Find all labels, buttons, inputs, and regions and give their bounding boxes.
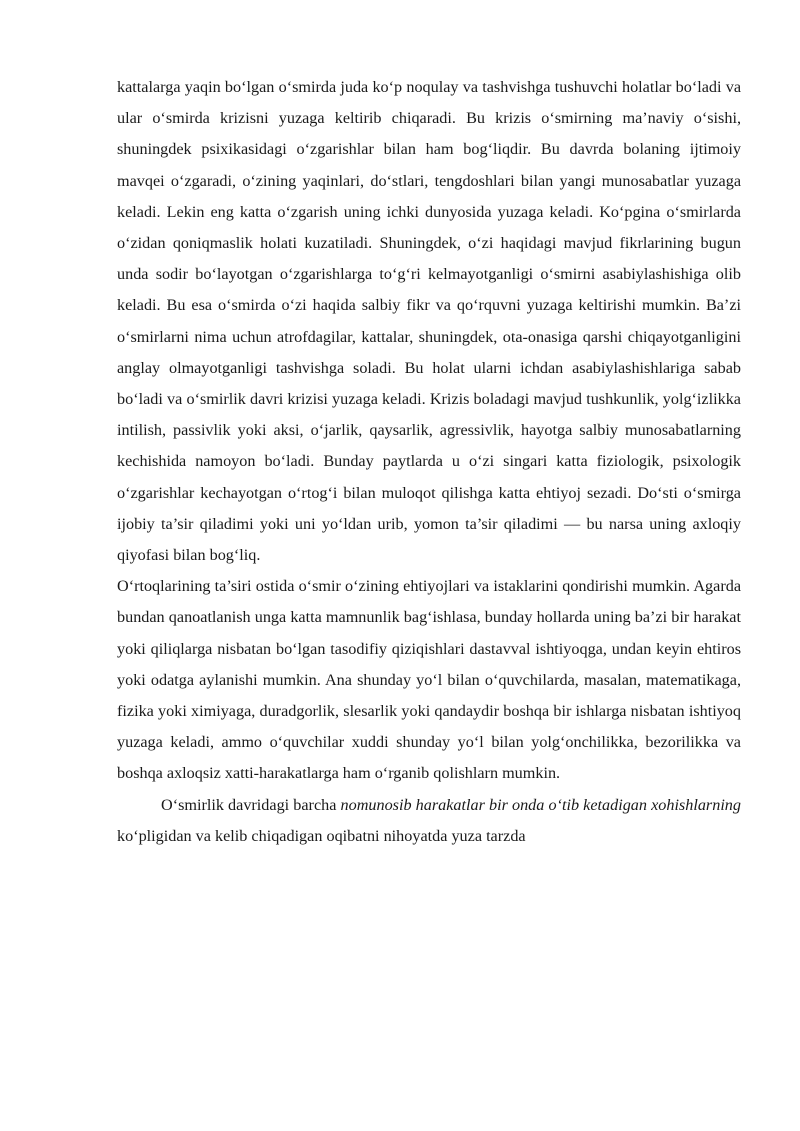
paragraph-1: kattalarga yaqin bo‘lgan o‘smirda juda ko‘p noqulay va tashvishga tushuvchi holatlar bo‘ladi va ular o‘smirda krizisni yuzaga keltirib chiqaradi. Bu krizis o‘smirning ma’naviy o‘sishi, shuningdek psixikasidagi o‘zgarishlar bilan ham bog‘liqdir. Bu davrda bolaning ijtimoiy mavqei o‘zgaradi, o‘zining yaqinlari, do‘stlari, tengdoshlari bilan yangi munosabatlar yuzaga keladi. Lekin eng katta o‘zgarish uning ichki dunyosida yuzaga keladi. Ko‘pgina o‘smirlarda o‘zidan qoniqmaslik holati kuzatiladi. Shuningdek, o‘zi haqidagi mavjud fikrlarining bugun unda sodir bo‘layotgan o‘zgarishlarga to‘g‘ri kelmayotganligi o‘smirni asabiylashishiga olib keladi. Bu esa o‘smirda o‘zi haqida salbiy fikr va qo‘rquvni yuzaga keltirishi mumkin. Ba’zi o‘smirlarni nima uchun atrofdagilar, kattalar, shuningdek, ota-onasiga qarshi chiqayotganligini anglay olmayotganligi tashvishga soladi. Bu holat ularni ichdan asabiylashishlariga sabab bo‘ladi va o‘smirlik davri krizisi yuzaga keladi. Krizis boladagi mavjud tushkunlik, yolg‘izlikka intilish, passivlik yoki aksi, o‘jarlik, qaysarlik, agressivlik, hayotga salbiy munosabatlarning kechishida namoyon bo‘ladi. Bunday paytlarda u o‘zi singari katta fiziologik, psixologik o‘zgarishlar kechayotgan o‘rtog‘i bilan muloqot qilishga katta ehtiyoj sezadi. Do‘sti o‘smirga ijobiy ta’sir qiladimi yoki uni yo‘ldan urib, yomon ta’sir qiladimi — bu narsa uning axloqiy qiyofasi bilan bog‘liq. bbox=[117, 78, 741, 565]
paragraph-3-italic: nomunosib harakatlar bir onda o‘tib ketadigan xohishlarning bbox=[340, 795, 741, 814]
paragraph-3-lead: O‘smirlik davridagi barcha bbox=[161, 795, 341, 814]
paragraph-3 bbox=[117, 790, 741, 852]
paragraph-3-tail: ko‘pligidan va kelib chiqadigan oqibatni nihoyatda yuza tarzda bbox=[117, 826, 526, 845]
document-page bbox=[117, 72, 741, 852]
paragraph-2: O‘rtoqlarining ta’siri ostida o‘smir o‘zining ehtiyojlari va istaklarini qondirishi mumkin. Agarda bundan qanoatlanish unga katta mamnunlik bag‘ishlasa, bunday hollarda uning ba’zi bir harakat yoki qiliqlarga nisbatan bo‘lgan tasodifiy qiziqishlari dastavval ishtiyoqga, undan keyin ehtiros yoki odatga aylanishi mumkin. Ana shunday yo‘l bilan o‘quvchilarda, masalan, matematikaga, fizika yoki ximiyaga, duradgorlik, slesarlik yoki qandaydir boshqa bir ishlarga nisbatan ishtiyoq yuzaga keladi, ammo o‘quvchilar xuddi shunday yo‘l bilan yolg‘onchilikka, bezorilikka va boshqa axloqsiz xatti-harakatlarga ham o‘rganib qolishlarn mumkin. bbox=[117, 577, 741, 783]
